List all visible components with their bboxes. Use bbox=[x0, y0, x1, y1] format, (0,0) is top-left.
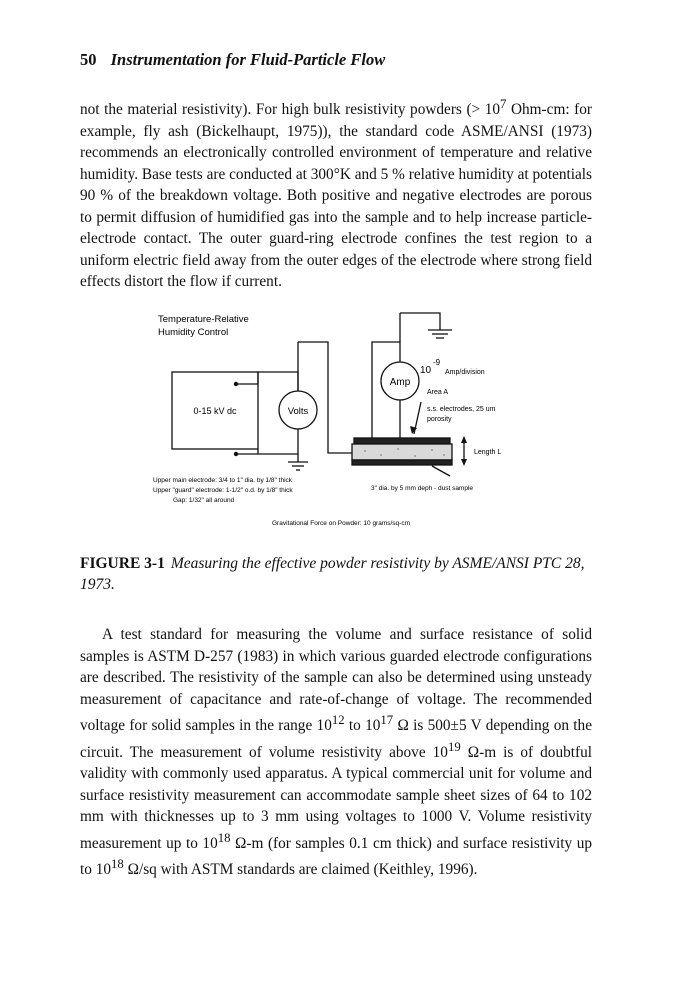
sample-dot bbox=[414, 455, 416, 457]
lower-electrode bbox=[352, 460, 452, 465]
wire-volts-bottom bbox=[258, 429, 298, 454]
upper-main-note: Upper main electrode: 3/4 to 1" dia. by 1/8" thick bbox=[153, 477, 293, 484]
paragraph-1-text-b: Ohm-cm: for example, fly ash (Bickelhaupt, 1975)), the standard code ASME/ANSI (1973) recommends an electronically controlled environment of temperature and relative humidity. Base tests are conducted at 300°K and 5 % relative humidity at potentials 90 % of the breakdown voltage. Both positive and negative electrodes are porous to permit diffusion of humidified gas into the sample and to help increase particle-electrode contact. The outer guard-ring electrode confines the test region to a uniform electric field away from the outer edges of the electrode where strong field effects distort the flow if current. bbox=[80, 101, 592, 291]
wire-guard-ground bbox=[400, 313, 440, 330]
paragraph-2-text-2: to 10 bbox=[344, 717, 381, 735]
paragraph-1-text-a: not the material resistivity). For high bulk resistivity powders (> 10 bbox=[80, 101, 501, 119]
sample-dot bbox=[431, 449, 433, 451]
length-arrow-bottom bbox=[461, 459, 467, 466]
paragraph-2-text-5: Ω-m (for samples 0.1 cm thick) and surface resistivity up to 10 bbox=[80, 834, 592, 879]
paragraph-2-sup-4: 18 bbox=[217, 830, 231, 845]
supply-top-terminal bbox=[234, 382, 238, 386]
gravity-note: Gravitational Force on Powder: 10 grams/sq-cm bbox=[272, 520, 410, 527]
length-label: Length L bbox=[474, 449, 502, 456]
electrode-note-1: s.s. electrodes, 25 um bbox=[427, 406, 496, 413]
page-number: 50 bbox=[80, 50, 97, 69]
wire-supply-to-volts bbox=[258, 372, 298, 391]
supply-bottom-terminal bbox=[234, 452, 238, 456]
paragraph-2-text-1: A test standard for measuring the volume and surface resistance of solid samples is ASTM D-257 (1983) in which various guarded electrode configurations are described. The resistivity of the sample can also be determined using unsteady measurement of capacitance and rate-of-change of voltage. The recommended voltage for solid samples in the range 10 bbox=[80, 626, 592, 735]
paragraph-2-text-4: Ω-m is of doubtful validity with commonly used apparatus. A typical commercial unit for volume and surface resistivity measurement can accommodate sample sheet sizes of 64 to 102 mm with thicknesses up to 3 mm using voltages to 1000 V. Volume resistivity measurement up to 10 bbox=[80, 743, 592, 852]
electrode-note-2: porosity bbox=[427, 416, 452, 423]
figure-label: FIGURE 3-1 bbox=[80, 555, 165, 572]
sample-note: 3" dia. by 5 mm deph - dust sample bbox=[371, 485, 474, 492]
temp-label-2: Humidity Control bbox=[158, 327, 229, 338]
sample-dot bbox=[364, 450, 366, 452]
paragraph-2-text-3: Ω is 500±5 V depending on the circuit. The measurement of volume resistivity above 10 bbox=[80, 717, 592, 761]
paragraph-2-text-6: Ω/sq with ASTM standards are claimed (Keithley, 1996). bbox=[123, 861, 478, 879]
figure-caption-text: Measuring the effective powder resistivity by ASME/ANSI PTC 28, 1973. bbox=[80, 555, 585, 593]
figure-caption bbox=[80, 553, 592, 595]
gap-note: Gap: 1/32" all around bbox=[173, 497, 235, 504]
amp-scale-exp: -9 bbox=[433, 358, 441, 367]
power-supply-label: 0-15 kV dc bbox=[193, 406, 237, 416]
running-title: Instrumentation for Fluid-Particle Flow bbox=[110, 50, 386, 69]
paragraph-2-sup-3: 19 bbox=[447, 739, 461, 754]
area-label: Area A bbox=[427, 389, 449, 396]
wire-to-bottom-electrode bbox=[298, 342, 354, 453]
paragraph-1-sup: 7 bbox=[500, 97, 507, 111]
sample-pointer bbox=[432, 466, 450, 476]
amp-scale-base: 10 bbox=[420, 365, 432, 376]
paragraph-2 bbox=[80, 624, 592, 881]
amp-scale-unit: Amp/division bbox=[445, 369, 485, 376]
upper-guard-note: Upper "guard" electrode: 1-1/2" o.d. by 1/8" thick bbox=[153, 487, 293, 494]
length-arrow-top bbox=[461, 436, 467, 443]
sample-dot bbox=[380, 454, 382, 456]
temp-label-1: Temperature-Relative bbox=[158, 314, 249, 325]
ammeter-label: Amp bbox=[389, 377, 411, 388]
dust-sample bbox=[352, 444, 452, 460]
sample-dot bbox=[397, 448, 399, 450]
paragraph-2-sup-2: 17 bbox=[380, 713, 394, 727]
upper-electrode bbox=[354, 438, 450, 444]
wire-ammeter-loop bbox=[372, 342, 400, 438]
voltmeter-label: Volts bbox=[287, 406, 309, 417]
paragraph-2-sup-5: 18 bbox=[111, 857, 124, 872]
paragraph-2-sup-1: 12 bbox=[331, 713, 345, 727]
sample-dot bbox=[443, 454, 445, 456]
